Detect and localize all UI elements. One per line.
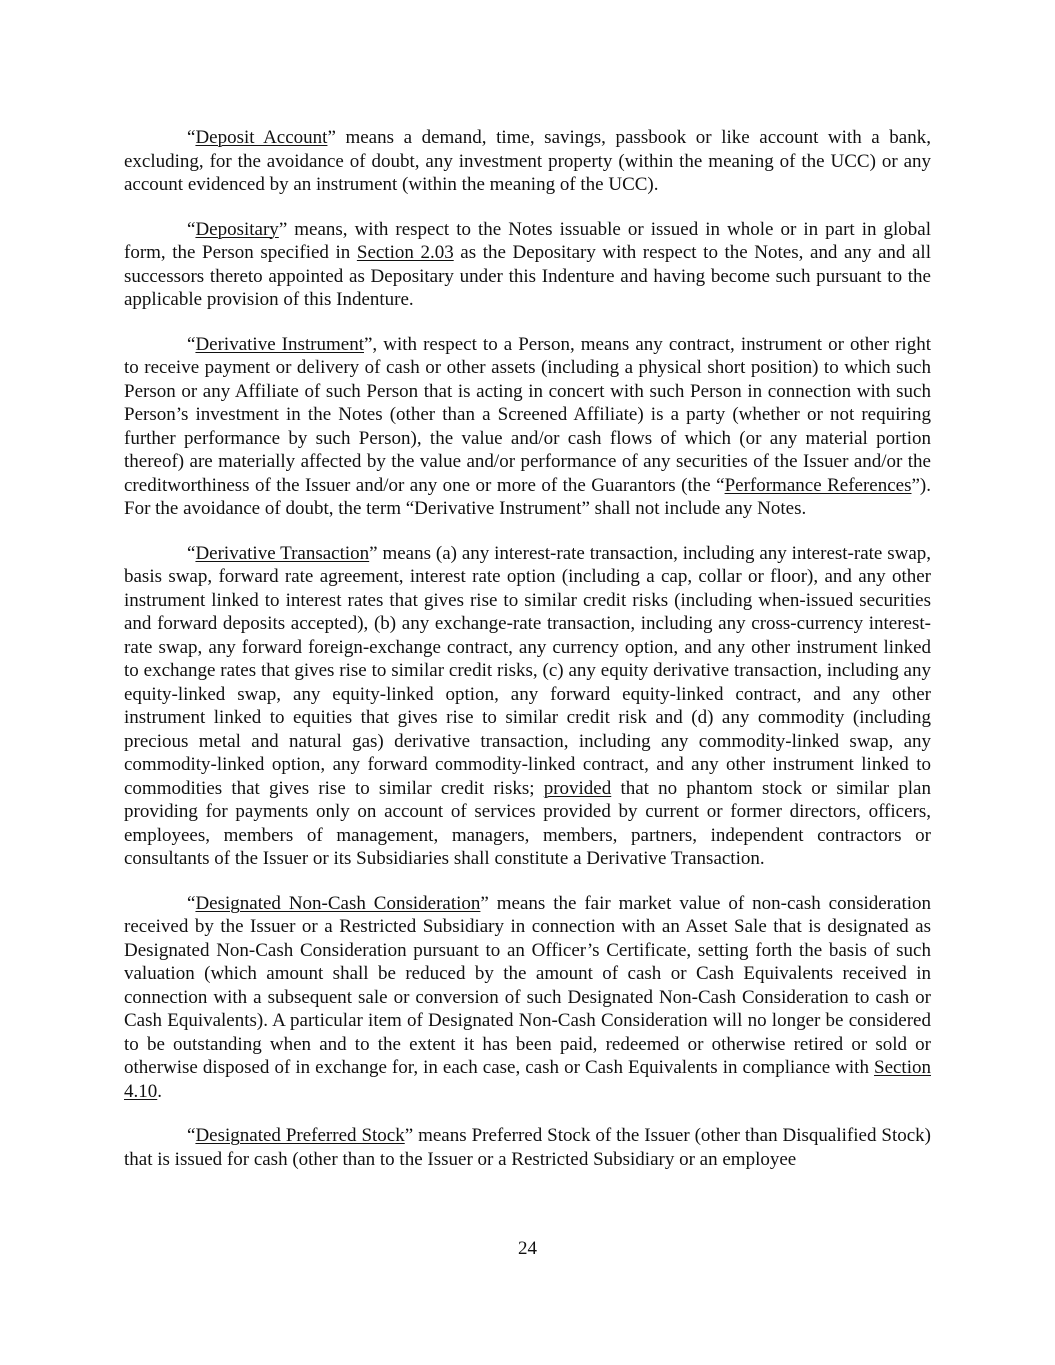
text-run: “ (187, 127, 196, 148)
text-run: ” means a demand, time, savings, passbook or like account with a bank, excluding, for the avoidance of doubt, any investment property (within the meaning of the UCC) or any account evidenced by an instrument (within the meaning of the UCC). (124, 127, 931, 195)
underlined-term: Derivative Instrument (195, 333, 364, 355)
definition-derivative-instrument (124, 333, 931, 521)
definition-designated-preferred-stock (124, 1124, 931, 1171)
definition-designated-non-cash-consideration (124, 892, 931, 1104)
text-run: ” means the fair market value of non-cash consideration received by the Issuer or a Restricted Subsidiary in connection with an Asset Sale that is designated as Designated Non-Cash Consideration pursuant to an Officer’s Certificate, setting forth the basis of such valuation (which amount shall be reduced by the amount of cash or Cash Equivalents received in connection with a subsequent sale or conversion of such Designated Non-Cash Consideration to cash or Cash Equivalents). A particular item of Designated Non-Cash Consideration will no longer be considered to be outstanding when and to the extent it has been paid, redeemed or otherwise retired or sold or otherwise disposed of in exchange for, in each case, cash or Cash Equivalents in compliance with (124, 892, 931, 1078)
text-run: ” means, with respect to the Notes issuable or issued in whole or in part in global form, the Person specified in (124, 218, 931, 263)
text-run: as the Depositary with respect to the Notes, and any and all successors thereto appointed as Depositary under this Indenture and having become such pursuant to the applicable provision of this Indenture. (124, 242, 931, 310)
underlined-term: Section 4.10 (124, 1057, 931, 1102)
page-number: 24 (518, 1238, 537, 1259)
underlined-term: Depositary (195, 218, 279, 240)
text-run: “ (187, 1125, 196, 1146)
text-run: that no phantom stock or similar plan providing for payments only on account of services provided by current or former directors, officers, employees, members of management, managers, members, partners, independent contractors or consultants of the Issuer or its Subsidiaries shall constitute a Derivative Transaction. (124, 777, 931, 869)
underlined-term: Deposit Account (195, 127, 328, 148)
definition-deposit-account (124, 126, 931, 197)
text-run: ” means (a) any interest-rate transaction, including any interest-rate swap, basis swap, forward rate agreement, interest rate option (including a cap, collar or floor), and any other instrument linked to interest rates that gives rise to similar credit risks (including when-issued securities and forward deposits accepted), (b) any exchange-rate transaction, including any cross-currency interest-rate swap, any forward foreign-exchange contract, any currency option, and any other instrument linked to exchange rates that gives rise to similar credit risks, (c) any equity derivative transaction, including any equity-linked swap, any equity-linked option, any forward equity-linked contract, and any other instrument linked to equities that gives rise to similar credit risk and (d) any commodity (including precious metal and natural gas) derivative transaction, including any commodity-linked swap, any commodity-linked option, any forward commodity-linked contract, and any other instrument linked to commodities that gives rise to similar credit risks; (124, 542, 932, 799)
text-run: . (157, 1080, 162, 1102)
text-run: “ (187, 892, 196, 914)
text-run: ” means Preferred Stock of the Issuer (other than Disqualified Stock) that is issued for cash (other than to the Issuer or a Restricted Subsidiary or an employee (124, 1125, 931, 1170)
underlined-term: Designated Preferred Stock (195, 1125, 405, 1146)
text-run: “ (187, 218, 196, 240)
definition-derivative-transaction (124, 542, 931, 871)
underlined-term: Designated Non-Cash Consideration (195, 892, 481, 914)
text-run: “ (187, 333, 196, 355)
underlined-term: provided (543, 777, 612, 799)
text-run: ”, with respect to a Person, means any contract, instrument or other right to receive payment or delivery of cash or other assets (including a physical short position) to which such Person or any Affiliate of such Person that is acting in concert with such Person in connection with such Person’s investment in the Notes (other than a Screened Affiliate) is a party (whether or not requiring further performance by such Person), the value and/or cash flows of which (or any material portion thereof) are materially affected by the value and/or performance of any securities of the Issuer and/or the creditworthiness of the Issuer and/or any one or more of the Guarantors (the “ (124, 333, 931, 496)
document-body (124, 126, 931, 1171)
underlined-term: Performance References (724, 474, 912, 496)
definition-depositary (124, 218, 931, 312)
underlined-term: Derivative Transaction (195, 542, 370, 564)
underlined-term: Section 2.03 (356, 242, 454, 263)
text-run: ”). For the avoidance of doubt, the term “Derivative Instrument” shall not include any Notes. (124, 474, 931, 519)
text-run: “ (187, 542, 196, 564)
